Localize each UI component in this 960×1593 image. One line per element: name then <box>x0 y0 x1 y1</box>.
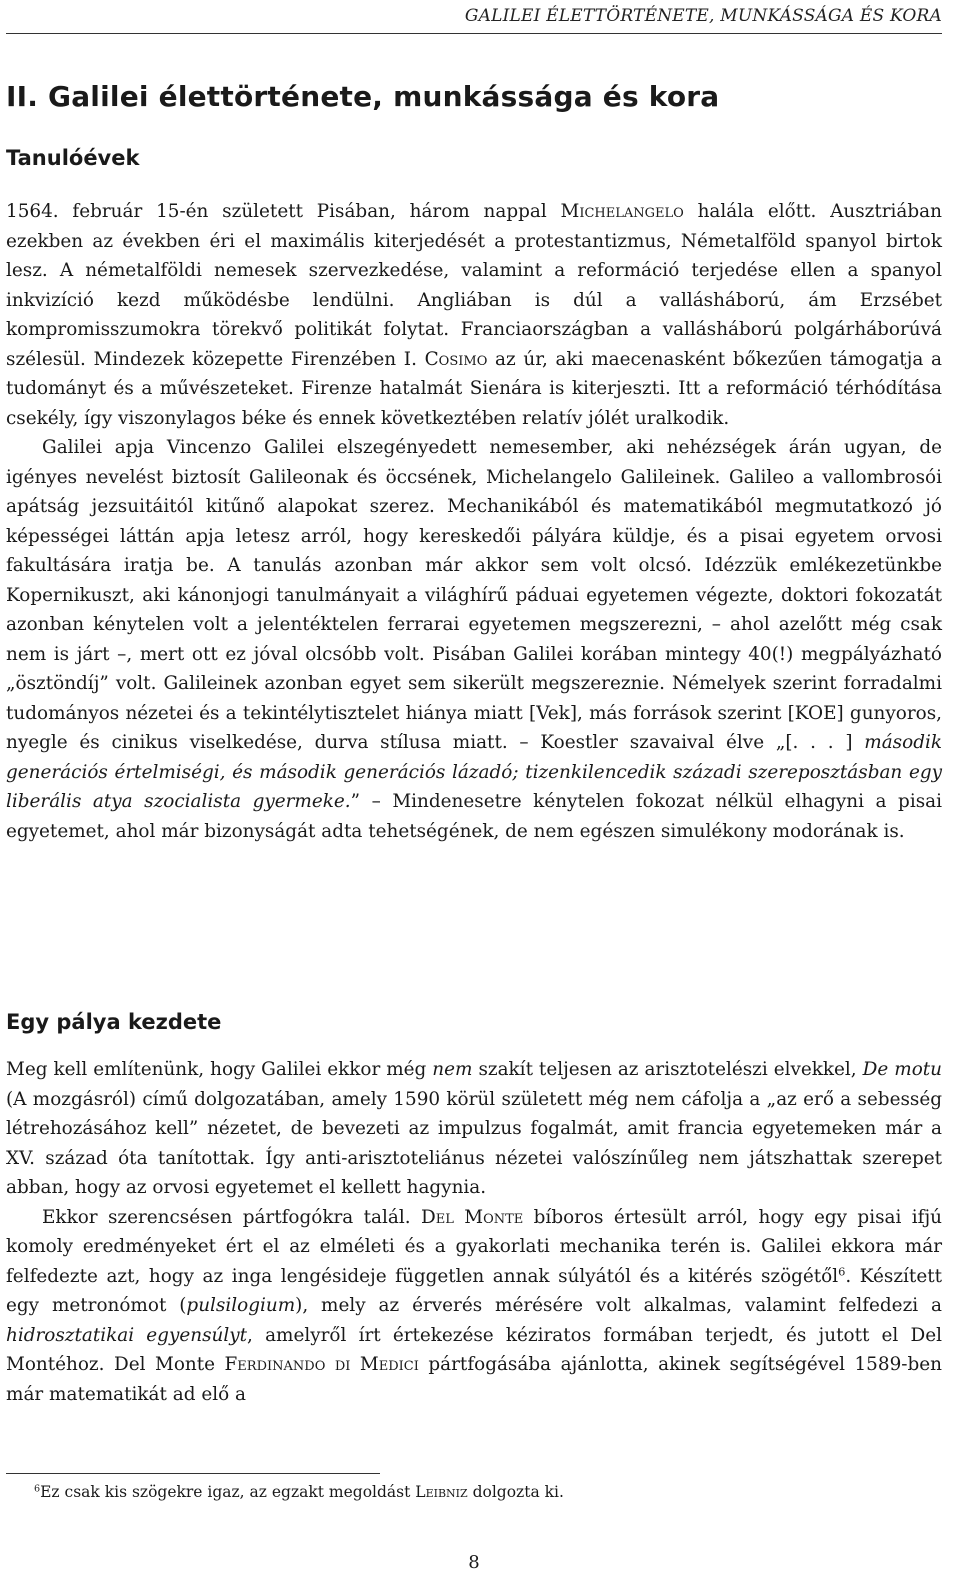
koestler-quote: második generációs értelmiségi, és második generációs lázadó; tizenkilencedik századi szereposztásban egy liberális atya szocialista gyermeke. <box>6 732 942 812</box>
page-number: 8 <box>468 1552 480 1573</box>
name-small-caps: Leibniz <box>415 1483 468 1501</box>
footnote-number: 6 <box>34 1483 41 1495</box>
name-small-caps: Ferdinando di Medici <box>224 1354 419 1375</box>
name-small-caps: Michelangelo <box>560 201 684 222</box>
name-small-caps: Cosimo <box>424 348 488 370</box>
document-page <box>6 0 942 1593</box>
footnote: $^6$Ez csak kis szögekre igaz, az egzakt megoldást Leibniz dolgozta ki. <box>34 1483 564 1501</box>
section-body-tanuloevek <box>6 197 942 846</box>
chapter-title: II. Galilei élettörténete, munkássága és kora <box>6 80 720 113</box>
paragraph: 1564. február 15-én született Pisában, három nappal Michelangelo halála előtt. Ausztriában ezekben az években éri el maximális kiterjedését a protestantizmus, Németalföld spanyol birtok lesz. A németalföldi nemesek szervezkedése, valamint a reformáció terjedése ellen a spanyol inkvizíció kezd működésbe lendülni. Angliában is dúl a vallásháború, ám Erzsébet kompromisszumokra törekvő politikát folytat. Franciaországban a vallásháború polgárháborúvá szélesül. Mindezek közepette Firenzében I. Cosimo az úr, aki maecenasként bőkezűen támogatja a tudományt és a művészeteket. Firenze hatalmát Sienára is kiterjeszti. Itt a reformáció térhódítása csekély, így viszonylagos béke és ennek következtében relatív jólét uralkodik. <box>6 201 942 429</box>
name-small-caps: Del Monte <box>420 1206 524 1228</box>
running-head: GALILEI ÉLETTÖRTÉNETE, MUNKÁSSÁGA ÉS KORA <box>464 6 942 26</box>
footnote-reference[interactable]: 6 <box>838 1264 846 1279</box>
header-rule <box>6 33 942 34</box>
paragraph: Meg kell említenünk, hogy Galilei ekkor még nem szakít teljesen az arisztotelészi elvekkel, De motu (A mozgásról) című dolgozatában, amely 1590 körül született még nem cáfolja a „az erő a sebesség létrehozásához kell” nézetet, de bevezeti az impulzus fogalmát, amit francia egyetemeken már a XV. század óta tanítottak. Így anti-arisztoteliánus nézetei valószínűleg nem játszhattak szerepet abban, hogy az orvosi egyetemet el kellett hagynia. <box>6 1059 942 1198</box>
paragraph: Ekkor szerencsésen pártfogókra talál. Del Monte bíboros értesült arról, hogy egy pisai ifjú komoly eredményeket ért el az elméleti és a gyakorlati mechanika terén is. Galilei ekkora már felfedezte azt, hogy az inga lengésideje független annak súlyától és a kitérés szögétől$^6$. Készített egy metronómot (pulsilogium), mely az érverés mérésére volt alkalmas, valamint felfedezi a hidrosztatikai egyensúlyt, amelyről írt értekezése kéziratos formában terjedt, és jutott el Del Montéhoz. Del Monte Ferdinando di Medici pártfogásába ajánlotta, akinek segítségével 1589-ben már matematikát ad elő a <box>6 1206 943 1405</box>
section-title-tanuloevek: Tanulóévek <box>6 146 140 170</box>
section-title-egy-palya-kezdete: Egy pálya kezdete <box>6 1010 222 1034</box>
section-body-egy-palya-kezdete <box>6 1055 942 1409</box>
paragraph: Galilei apja Vincenzo Galilei elszegényedett nemesember, aki nehézségek árán ugyan, de igényes nevelést biztosít Galileonak és öccsének, Michelangelo Galileinek. Galileo a vallombrosói apátság jezsuitáitól kitűnő alapokat szerez. Mechanikából és matematikából megmutatkozó jó képességei láttán apja letesz arról, hogy kereskedői pályára küldje, és a pisai egyetem orvosi fakultására iratja be. A tanulás azonban már akkor sem volt olcsó. Idézzük emlékezetünkbe Kopernikuszt, aki kánonjogi tanulmányait a világhírű páduai egyetemen végezte, doktori fokozatát azonban kénytelen volt a jelentéktelen ferrarai egyetemen megszerezni, – ahol azelőtt még csak nem is járt –, mert ott ez jóval olcsóbb volt. Pisában Galilei korában mintegy 40(!) megpályázható „ösztöndíj” volt. Galileinek azonban egyet sem sikerült megszereznie. Némelyek szerint forradalmi tudományos nézetei és a tekintélytisztelet hiánya miatt [Vek], más források szerint [KOE] gunyoros, nyegle és cinikus viselkedése, durva stílusa miatt. – Koestler szavaival élve „[. . . ] második generációs értelmiségi, és második generációs lázadó; tizenkilencedik századi szereposztásban egy liberális atya szocialista gyermeke.” – Mindenesetre kénytelen fokozat nélkül elhagyni a pisai egyetemet, ahol már bizonyságát adta tehetségének, de nem egészen simulékony modorának is. <box>6 437 942 842</box>
footnote-rule <box>6 1473 380 1474</box>
